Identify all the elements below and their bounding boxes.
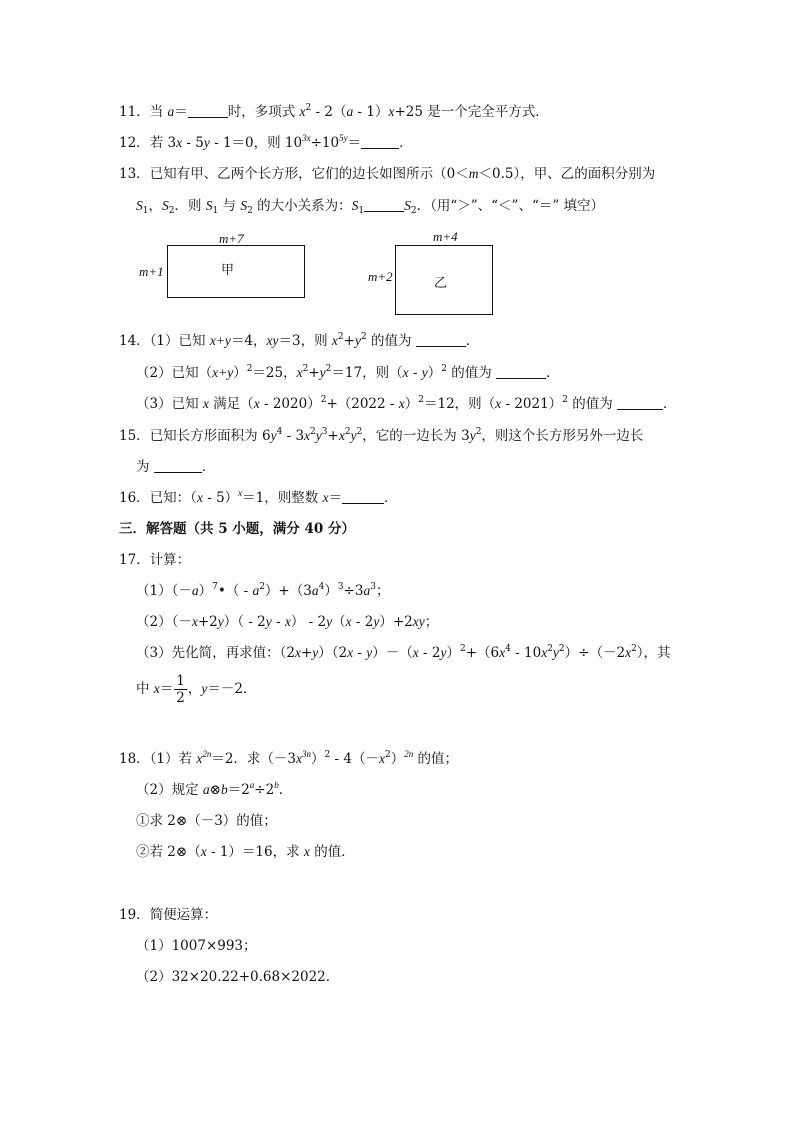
question-11 — [119, 102, 549, 122]
q18-text: ） — [390, 751, 405, 767]
q14-text: ） — [404, 396, 419, 412]
q14-exp: 2 — [441, 364, 447, 374]
q12-text: ＝ — [347, 135, 362, 151]
q17-var: x — [412, 645, 419, 660]
q17-var: y — [366, 645, 373, 660]
q17-text: （1）（－ — [136, 583, 192, 599]
q17-exp: 3 — [337, 582, 344, 592]
q15-exp: 2 — [344, 427, 351, 437]
q15-var: y — [469, 428, 476, 443]
q14-exp: 2 — [562, 395, 568, 405]
q14-2-answer-blank[interactable] — [496, 365, 546, 379]
q14-3-answer-blank[interactable] — [617, 396, 663, 410]
q14-text: + — [343, 333, 355, 349]
q18-var: x — [200, 844, 207, 859]
q15-text: ，则这个长方形另外一边长 — [481, 428, 644, 444]
q11-var: x — [388, 104, 395, 119]
question-15-line2 — [136, 457, 215, 477]
q14-var: xy — [266, 333, 279, 348]
q15-exp: 2 — [475, 427, 482, 437]
q17-text: ； — [424, 614, 439, 630]
q17-text: ） — [446, 645, 460, 661]
section-heading: 三．解答题（共 5 小题，满分 40 分） — [119, 521, 355, 537]
q14-exp: 2 — [418, 395, 424, 405]
question-19-part2: （2）32×20.22+0.68×2022． — [136, 969, 340, 985]
q14-number: 14． — [119, 333, 150, 349]
q14-exp: 2 — [246, 364, 253, 374]
q17-exp: 2 — [558, 644, 565, 654]
q14-exp: 2 — [325, 364, 332, 374]
q17-var: y — [552, 645, 559, 660]
q13-var: S — [205, 198, 213, 213]
q14-var: x+y — [212, 365, 234, 380]
q17-exp: 3 — [370, 582, 376, 592]
q11-text: 当 — [149, 104, 168, 120]
q17-var: y — [326, 614, 333, 629]
q14-var: x — [296, 365, 303, 380]
q16-text: - 5） — [202, 490, 239, 506]
q17-text: （2）（－ — [136, 614, 192, 630]
q18-text: （1）若 — [149, 751, 197, 767]
q14-var: x — [398, 396, 405, 411]
q15-text: 已知长方形面积为 6 — [149, 428, 271, 444]
q17-text: （3）先化简，再求值：（2 — [136, 645, 295, 661]
q16-exp: x — [238, 488, 243, 498]
q18-text: ÷2 — [254, 782, 275, 798]
q17-exp: 4 — [505, 644, 511, 654]
q18-var: a — [202, 782, 210, 797]
q14-var: y — [354, 333, 361, 348]
q17-var: a — [363, 583, 371, 598]
q15-number: 15． — [119, 428, 150, 444]
q12-exp: 5y — [339, 133, 348, 143]
q13-number: 13． — [119, 166, 150, 182]
q13-text: 与 — [218, 198, 241, 214]
q14-var: x — [253, 396, 260, 411]
q18-var: x — [378, 751, 385, 766]
q17-text: - 10 — [510, 645, 542, 661]
q14-text: ． — [663, 396, 677, 412]
q15-exp: 2 — [356, 427, 363, 437]
question-18-sub2 — [136, 842, 355, 862]
q18-text: （2）规定 — [136, 782, 203, 798]
q14-text: ＝3，则 — [278, 333, 332, 349]
q15-text: + — [327, 428, 339, 444]
q12-exp: 3x — [302, 133, 311, 143]
q11-text: 时，多项式 — [227, 104, 300, 120]
q11-var: x — [299, 104, 306, 119]
q18-var: x — [296, 751, 303, 766]
q14-text: （1）已知 — [149, 333, 210, 349]
question-16 — [119, 488, 398, 508]
q14-text: ＝12，则（ — [423, 396, 496, 412]
q17-text: ）÷（－2 — [564, 645, 626, 661]
q18-text: ＝2．求（－3 — [211, 751, 297, 767]
q17-number: 17． — [119, 552, 150, 568]
q14-var: x — [202, 396, 209, 411]
q18-text: - 1）＝16，求 — [206, 844, 304, 860]
q12-text: ． — [399, 135, 413, 151]
q17-exp: 2 — [547, 644, 553, 654]
q13-text: ＜0.5），甲、乙的面积分别为 — [478, 166, 656, 182]
q14-text: + — [308, 365, 320, 381]
q11-var: a — [167, 104, 175, 119]
q13-var: m — [468, 166, 479, 181]
q16-answer-blank[interactable] — [342, 490, 384, 504]
question-13-line2 — [136, 196, 604, 216]
q14-exp: 2 — [337, 332, 344, 342]
q13-var: S — [161, 198, 169, 213]
q18-exp: 2 — [324, 750, 331, 760]
q16-text: ． — [384, 490, 398, 506]
q17-exp: 2 — [631, 644, 637, 654]
q13-sub: 1 — [212, 206, 219, 216]
question-13-line1 — [119, 164, 655, 184]
q17-var: a — [252, 583, 260, 598]
q14-text: ） — [427, 365, 442, 381]
q17-exp: 7 — [212, 582, 218, 592]
rect-jia-top-label: m+7 — [219, 231, 244, 246]
q13-text: 的大小关系为： — [252, 198, 352, 214]
q13-text: ， — [148, 198, 162, 214]
q13-sub: 2 — [247, 206, 253, 216]
q14-var: x+y — [209, 333, 231, 348]
q17-var: x — [499, 645, 506, 660]
q14-text: ＝17，则（ — [331, 365, 403, 381]
rect-jia-name: 甲 — [221, 263, 235, 278]
q12-var: y — [203, 135, 210, 150]
q17-text: ）（ - 2 — [223, 614, 266, 630]
question-17-title — [119, 550, 190, 570]
q17-text: - 2 — [351, 614, 374, 630]
q16-var: x — [322, 490, 329, 505]
q18-exp: 2n — [404, 749, 414, 759]
rect-yi-top-label: m+4 — [433, 229, 458, 244]
q17-text: ）+（3 — [264, 583, 312, 599]
q18-exp: 2 — [384, 750, 391, 760]
q12-text: ÷10 — [310, 135, 340, 151]
q14-text: ． — [546, 365, 560, 381]
fraction-one-half — [174, 673, 187, 706]
q17-text: - — [271, 614, 285, 630]
q17-var: a — [311, 583, 319, 598]
q14-1-answer-blank[interactable] — [416, 333, 466, 347]
fraction-numerator: 1 — [176, 673, 185, 689]
q14-exp: 2 — [320, 395, 327, 405]
q17-text: ），其 — [636, 645, 671, 661]
question-17-part1 — [136, 581, 389, 601]
question-14-part1 — [119, 331, 479, 351]
q17-var: y — [217, 614, 224, 629]
q15-var: y — [270, 428, 277, 443]
q18-exp: 2n — [202, 749, 212, 759]
q11-number: 11． — [119, 104, 150, 120]
q13-sub: 1 — [142, 206, 149, 216]
q18-text: 的值． — [309, 844, 355, 860]
q17-var: y — [312, 645, 319, 660]
q17-var: x — [294, 645, 301, 660]
q17-text: ＝ — [159, 681, 174, 697]
q15-text: - 3 — [282, 428, 305, 444]
q12-number: 12． — [119, 135, 150, 151]
q15-var: x — [304, 428, 311, 443]
rect-yi-left-label: m+2 — [368, 269, 393, 284]
question-14-part2 — [136, 363, 560, 383]
q13-sub: 1 — [358, 206, 365, 216]
q17-text: ）－（ — [372, 645, 413, 661]
q17-text: - — [353, 645, 367, 661]
q14-exp: 2 — [302, 364, 309, 374]
q18-text: ） — [311, 751, 325, 767]
q18-text: ． — [278, 782, 293, 798]
q15-var: y — [350, 428, 357, 443]
q18-text: ⊗ — [209, 782, 221, 798]
q14-text: - — [408, 365, 422, 381]
q12-text: 若 3 — [149, 135, 177, 151]
q13-text: 已知有甲、乙两个长方形，它们的边长如图所示（0＜ — [149, 166, 469, 182]
question-18-part1 — [119, 749, 458, 769]
q17-var: x — [625, 645, 632, 660]
q17-var: x — [345, 614, 352, 629]
q19-number: 19． — [119, 907, 150, 923]
q16-var: x — [196, 490, 203, 505]
q17-text: ， — [187, 681, 202, 697]
question-17-part2 — [136, 612, 438, 632]
q15-text: ，它的一边长为 3 — [362, 428, 470, 444]
q18-var: b — [220, 782, 228, 797]
q15-text: ． — [201, 459, 216, 475]
q14-var: y — [421, 365, 428, 380]
question-17-part3-cont — [136, 672, 256, 706]
q18-exp: 3n — [302, 749, 312, 759]
q15-var: y — [315, 428, 322, 443]
question-12 — [119, 133, 413, 153]
q11-var: a — [346, 104, 354, 119]
q15-exp: 3 — [321, 427, 328, 437]
q17-var: x — [347, 645, 354, 660]
q17-text: ÷3 — [343, 583, 364, 599]
q17-text: 计算： — [149, 552, 191, 568]
q12-answer-blank[interactable] — [361, 135, 399, 149]
q14-text: ） — [233, 365, 247, 381]
q14-text: ＝4， — [230, 333, 267, 349]
q16-text: ＝ — [328, 490, 343, 506]
q17-exp: 2 — [459, 644, 466, 654]
q17-text: - 2 — [418, 645, 441, 661]
q14-text: 的值为 — [567, 396, 618, 412]
q13-sub: 2 — [168, 206, 175, 216]
q14-text: （2）已知（ — [136, 365, 213, 381]
rect-yi-name: 乙 — [434, 276, 448, 291]
q17-text: •（ - — [217, 583, 253, 599]
q14-text: 满足（ — [208, 396, 254, 412]
q17-text: ） — [324, 583, 338, 599]
q14-text: 的值为 — [366, 333, 416, 349]
q18-text: - 4（－ — [330, 751, 379, 767]
q11-exp: 2 — [305, 103, 312, 113]
question-19-part1: （1）1007×993； — [136, 938, 257, 954]
q15-var: x — [338, 428, 345, 443]
q13-text: ．则 — [174, 198, 206, 214]
q11-text: - 2（ — [311, 104, 347, 120]
q14-text: - 2020） — [259, 396, 321, 412]
question-18-part2 — [136, 780, 292, 800]
q17-var: y — [373, 614, 380, 629]
question-14-part3 — [136, 394, 677, 414]
q14-text: +（2022 - — [326, 396, 399, 412]
q11-text: ＝ — [174, 104, 188, 120]
q13-var: S — [240, 198, 248, 213]
q18-exp: b — [274, 780, 279, 790]
q18-text: ＝2 — [227, 782, 250, 798]
q12-text: - 5 — [182, 135, 204, 151]
q17-var: x — [153, 681, 160, 696]
q14-var: x — [495, 396, 502, 411]
q17-text: ＝－2． — [207, 681, 257, 697]
q13-var: S — [351, 198, 359, 213]
q11-answer-blank[interactable] — [188, 104, 228, 118]
q19-text: 简便运算： — [149, 907, 218, 923]
question-19-title — [119, 905, 217, 925]
rectangle-jia — [167, 245, 305, 298]
q11-text: - 1） — [353, 104, 389, 120]
q14-text: （3）已知 — [136, 396, 203, 412]
q17-var: x — [191, 614, 198, 629]
q12-text: - 1＝0，则 10 — [209, 135, 303, 151]
q16-text: 已知：（ — [149, 490, 197, 506]
q17-var: y — [201, 681, 208, 696]
q17-text: + — [300, 645, 313, 661]
q17-text: 中 — [136, 681, 154, 697]
q17-var: xy — [412, 614, 425, 629]
q15-answer-blank[interactable] — [154, 459, 202, 473]
q14-exp: 2 — [360, 332, 367, 342]
q15-text: 为 — [136, 459, 154, 475]
question-18-sub1: ①求 2⊗（－3）的值； — [136, 813, 277, 829]
q13-var: S — [136, 198, 143, 213]
q18-var: x — [303, 844, 310, 859]
q14-var: x — [402, 365, 409, 380]
q18-number: 18． — [119, 751, 150, 767]
q13-answer-blank[interactable] — [364, 198, 404, 212]
q17-text: ； — [375, 583, 390, 599]
q17-exp: 2 — [259, 582, 265, 592]
q14-var: y — [319, 365, 326, 380]
q14-text: ． — [465, 333, 480, 349]
q14-text: - 2021） — [501, 396, 563, 412]
q18-exp: a — [249, 780, 255, 790]
q18-text: 的值； — [413, 751, 459, 767]
q11-text: +25 是一个完全平方式． — [394, 104, 549, 120]
q16-text: ＝1，则整数 — [242, 490, 323, 506]
fraction-denominator: 2 — [176, 690, 185, 706]
q14-text: ＝25， — [252, 365, 297, 381]
q17-text: ） - 2 — [290, 614, 327, 630]
q17-text: ）+2 — [379, 614, 413, 630]
q17-text: ）（2 — [318, 645, 348, 661]
q15-exp: 4 — [276, 427, 283, 437]
q17-var: a — [191, 583, 199, 598]
question-17-part3 — [136, 643, 671, 663]
q12-var: x — [176, 135, 183, 150]
q18-var: x — [196, 751, 203, 766]
q13-var: S — [404, 198, 411, 213]
q17-var: y — [440, 645, 447, 660]
q17-text: +2 — [197, 614, 218, 630]
q18-text: ②若 2⊗（ — [136, 844, 201, 860]
q14-var: x — [331, 333, 338, 348]
q17-exp: 4 — [318, 582, 325, 592]
rect-jia-left-label: m+1 — [139, 264, 164, 279]
q17-var: y — [265, 614, 272, 629]
q13-sub: 2 — [410, 206, 417, 216]
q17-var: x — [541, 645, 548, 660]
q14-text: 的值为 — [446, 365, 497, 381]
q17-text: （ — [332, 614, 346, 630]
q13-text: ．（用“＞”、“＜”、“＝” 填空） — [416, 198, 605, 214]
q17-var: x — [284, 614, 291, 629]
q16-number: 16． — [119, 490, 150, 506]
question-15-line1 — [119, 426, 643, 446]
q17-text: +（6 — [465, 645, 500, 661]
q17-text: ） — [198, 583, 213, 599]
q15-exp: 2 — [310, 427, 316, 437]
